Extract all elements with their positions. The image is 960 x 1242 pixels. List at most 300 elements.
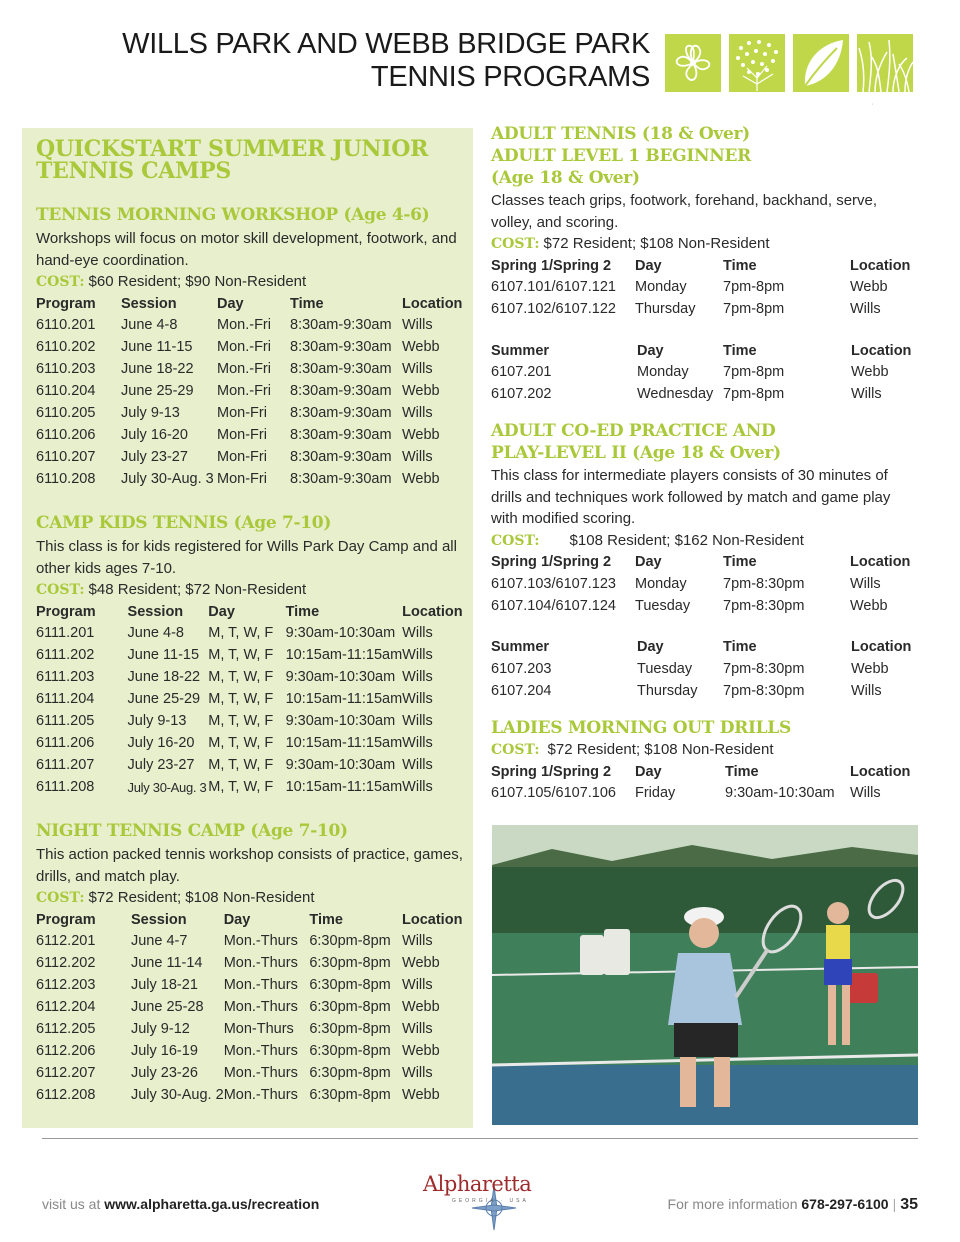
table-cell: 6107.201 bbox=[491, 364, 552, 380]
table-cell: July 9-13 bbox=[127, 713, 187, 729]
table-header-row bbox=[36, 293, 464, 314]
table-cell: July 18-21 bbox=[130, 977, 198, 993]
table-cell: Webb bbox=[850, 597, 888, 614]
table-cell: July 16-19 bbox=[130, 1043, 198, 1059]
table-cell: Webb bbox=[402, 427, 440, 443]
column-header: Spring 1/Spring 2 bbox=[491, 763, 612, 780]
table-cell: July 16-20 bbox=[121, 427, 188, 443]
column-header: Session bbox=[127, 603, 184, 620]
morning-workshop-cost bbox=[36, 271, 464, 293]
column-header: Day bbox=[637, 342, 664, 359]
table-cell: M, T, W, F bbox=[208, 779, 274, 795]
table-cell: Wills bbox=[402, 933, 433, 949]
table-row bbox=[491, 782, 912, 804]
table-cell: 7pm-8:30pm bbox=[723, 682, 805, 699]
table-header-row bbox=[36, 909, 464, 930]
column-header: Day bbox=[635, 257, 662, 274]
visit-prefix: visit us at bbox=[42, 1196, 105, 1212]
night-camp-cost bbox=[36, 887, 464, 909]
table-cell: Wills bbox=[402, 779, 433, 795]
night-camp-title: NIGHT TENNIS CAMP (Age 7-10) bbox=[36, 821, 348, 841]
table-row bbox=[36, 402, 464, 424]
table-cell: 6:30pm-8pm bbox=[309, 1065, 391, 1081]
table-cell: Wills bbox=[402, 625, 433, 641]
table-cell: 6111.202 bbox=[36, 647, 95, 663]
table-header-row bbox=[491, 552, 912, 573]
quickstart-title-line-2: TENNIS CAMPS bbox=[36, 158, 231, 184]
table-cell: Wills bbox=[402, 757, 433, 773]
table-cell: Wills bbox=[402, 405, 433, 421]
header-icon-strip bbox=[665, 34, 917, 92]
cost-text: $60 Resident; $90 Non-Resident bbox=[88, 273, 307, 290]
table-cell: Mon.-Thurs bbox=[223, 999, 298, 1015]
column-header: Day bbox=[637, 639, 664, 655]
table-row bbox=[491, 680, 913, 702]
table-cell: July 30-Aug. 3 bbox=[127, 779, 207, 795]
table-row bbox=[36, 952, 464, 974]
camp-kids-section bbox=[36, 512, 464, 798]
adult-beginner-cost bbox=[491, 233, 919, 255]
table-cell: Wills bbox=[402, 691, 433, 707]
table-row bbox=[36, 314, 464, 336]
table-cell: 6112.204 bbox=[36, 999, 96, 1015]
column-header: Day bbox=[217, 295, 244, 312]
table-cell: 6110.204 bbox=[36, 383, 96, 399]
table-cell: 6111.208 bbox=[36, 779, 95, 795]
adult-coed-section bbox=[491, 420, 919, 702]
table-row bbox=[36, 468, 464, 490]
cost-text: $72 Resident; $108 Non-Resident bbox=[543, 235, 770, 252]
footer-divider bbox=[42, 1138, 918, 1139]
table-cell: Webb bbox=[402, 471, 440, 487]
table-cell: Wills bbox=[402, 713, 433, 729]
table-cell: Webb bbox=[850, 279, 888, 295]
table-cell: Mon.-Thurs bbox=[223, 955, 298, 971]
hibiscus-flower-icon bbox=[665, 34, 721, 92]
column-header: Day bbox=[223, 911, 251, 928]
column-header: Time bbox=[723, 554, 757, 570]
table-row bbox=[491, 298, 912, 320]
table-row bbox=[36, 666, 464, 688]
table-row bbox=[36, 996, 464, 1018]
table-row bbox=[36, 688, 464, 710]
table-cell: 6111.207 bbox=[36, 757, 95, 773]
table-cell: 6110.206 bbox=[36, 427, 96, 443]
table-cell: Webb bbox=[402, 1043, 440, 1059]
table-row bbox=[491, 276, 912, 298]
column-header: Day bbox=[635, 554, 662, 570]
table-cell: 7pm-8pm bbox=[723, 386, 785, 402]
table-cell: 7pm-8pm bbox=[723, 279, 785, 295]
table-cell: Mon.-Fri bbox=[217, 361, 271, 377]
table-row bbox=[36, 424, 464, 446]
table-cell: 8:30am-9:30am bbox=[290, 339, 392, 355]
logo-wordmark: Alpharetta bbox=[423, 1172, 532, 1196]
table-row bbox=[36, 754, 464, 776]
table-cell: Wills bbox=[402, 669, 433, 685]
table-cell: 6107.203 bbox=[491, 660, 552, 677]
table-header-row bbox=[491, 637, 913, 658]
column-header: Location bbox=[851, 639, 912, 655]
cost-text: $72 Resident; $108 Non-Resident bbox=[88, 889, 315, 906]
table-cell: Monday bbox=[637, 364, 689, 380]
phone-number: 678-297-6100 bbox=[801, 1196, 889, 1212]
morning-workshop-section bbox=[36, 204, 464, 490]
column-header: Spring 1/Spring 2 bbox=[491, 257, 612, 274]
morning-workshop-description: Workshops will focus on motor skill development, footwork, and hand-eye coordination. bbox=[36, 230, 457, 269]
column-header: Location bbox=[402, 295, 463, 312]
table-cell: Mon-Thurs bbox=[223, 1021, 294, 1037]
table-cell: Wills bbox=[402, 361, 433, 377]
table-cell: 6112.206 bbox=[36, 1043, 96, 1059]
table-cell: June 11-15 bbox=[127, 647, 200, 663]
table-cell: June 11-15 bbox=[121, 339, 193, 355]
cost-label: COST: bbox=[36, 582, 85, 598]
table-cell: 6110.208 bbox=[36, 471, 96, 487]
table-cell: June 25-29 bbox=[121, 383, 194, 399]
table-cell: Wednesday bbox=[637, 386, 714, 402]
table-cell: M, T, W, F bbox=[208, 691, 274, 707]
table-cell: M, T, W, F bbox=[208, 669, 274, 685]
table-cell: Mon.-Thurs bbox=[223, 1043, 298, 1059]
table-cell: 6:30pm-8pm bbox=[309, 933, 391, 949]
leaf-icon bbox=[793, 34, 849, 92]
table-cell: 6107.103/6107.123 bbox=[491, 575, 616, 592]
adult-beginner-spring-table bbox=[491, 255, 912, 320]
table-cell: 6107.105/6107.106 bbox=[491, 785, 616, 801]
table-cell: Wills bbox=[402, 977, 433, 993]
table-cell: 10:15am-11:15am bbox=[285, 691, 403, 707]
adult-beginner-title-line-1: ADULT TENNIS (18 & Over) bbox=[491, 124, 750, 144]
table-cell: M, T, W, F bbox=[208, 757, 274, 773]
junior-camps-panel bbox=[22, 128, 473, 1128]
adult-coed-title-line-1: ADULT CO-ED PRACTICE AND bbox=[491, 421, 776, 441]
table-cell: 6110.202 bbox=[36, 339, 96, 355]
table-row bbox=[36, 974, 464, 996]
cost-label: COST: bbox=[491, 236, 540, 252]
table-cell: 8:30am-9:30am bbox=[290, 427, 392, 443]
column-header: Time bbox=[723, 257, 757, 274]
table-row bbox=[36, 1084, 464, 1106]
table-cell: 7pm-8:30pm bbox=[723, 597, 805, 614]
quickstart-heading bbox=[36, 138, 456, 182]
table-cell: 6112.202 bbox=[36, 955, 96, 971]
table-cell: 6110.205 bbox=[36, 405, 96, 421]
page-number: 35 bbox=[900, 1196, 918, 1213]
adult-coed-cost bbox=[491, 530, 919, 552]
logo-subtext: GEORGIA · USA bbox=[452, 1198, 529, 1204]
table-header-row bbox=[491, 761, 912, 782]
table-cell: 8:30am-9:30am bbox=[290, 383, 392, 399]
column-header: Day bbox=[208, 603, 235, 620]
table-row bbox=[491, 573, 912, 595]
table-cell: 6:30pm-8pm bbox=[309, 1043, 391, 1059]
table-cell: 6:30pm-8pm bbox=[309, 1021, 391, 1037]
column-header: Time bbox=[285, 603, 320, 620]
page-title bbox=[122, 28, 650, 94]
night-camp-section bbox=[36, 820, 464, 1106]
table-cell: 6111.201 bbox=[36, 625, 95, 641]
column-header: Time bbox=[290, 295, 324, 312]
table-row bbox=[36, 622, 464, 644]
table-cell: Webb bbox=[851, 364, 889, 380]
table-cell: Mon.-Fri bbox=[217, 383, 271, 399]
table-cell: June 25-29 bbox=[127, 691, 201, 707]
table-cell: 6107.101/6107.121 bbox=[491, 279, 616, 295]
table-cell: 9:30am-10:30am bbox=[285, 669, 396, 685]
table-cell: Wills bbox=[402, 1021, 433, 1037]
table-cell: M, T, W, F bbox=[208, 625, 274, 641]
table-cell: Mon.-Thurs bbox=[223, 933, 298, 949]
cost-text: $48 Resident; $72 Non-Resident bbox=[88, 581, 307, 598]
camp-kids-title: CAMP KIDS TENNIS (Age 7-10) bbox=[36, 513, 332, 533]
table-cell: 6112.207 bbox=[36, 1065, 96, 1081]
table-cell: 6:30pm-8pm bbox=[309, 999, 391, 1015]
adult-beginner-title-line-3: (Age 18 & Over) bbox=[491, 168, 640, 188]
table-cell: Wills bbox=[850, 301, 881, 317]
alpharetta-logo bbox=[410, 1168, 540, 1238]
table-cell: Webb bbox=[402, 339, 440, 355]
cost-label: COST: bbox=[36, 890, 85, 906]
corner-tick-mark: ' bbox=[872, 104, 874, 110]
table-cell: 8:30am-9:30am bbox=[290, 361, 392, 377]
table-cell: July 23-27 bbox=[127, 757, 195, 773]
table-header-row bbox=[491, 255, 912, 276]
column-header: Time bbox=[725, 763, 759, 780]
tennis-players-photo bbox=[492, 825, 918, 1125]
column-header: Day bbox=[635, 763, 662, 780]
column-header: Location bbox=[850, 554, 911, 570]
table-cell: Thursday bbox=[635, 301, 696, 317]
adult-coed-description: This class for intermediate players consists of 30 minutes of drills and techniques work followed by match and game play with modified scoring. bbox=[491, 467, 891, 527]
column-header: Session bbox=[121, 295, 177, 312]
table-cell: Monday bbox=[635, 279, 687, 295]
table-cell: 6107.202 bbox=[491, 386, 552, 402]
night-camp-description: This action packed tennis workshop consists of practice, games, drills, and match play. bbox=[36, 846, 463, 885]
adult-beginner-description: Classes teach grips, footwork, forehand, backhand, serve, volley, and scoring. bbox=[491, 192, 878, 231]
table-cell: Webb bbox=[402, 955, 440, 971]
table-cell: June 4-8 bbox=[127, 625, 184, 641]
table-cell: July 9-12 bbox=[130, 1021, 190, 1037]
table-row bbox=[36, 1062, 464, 1084]
night-camp-table bbox=[36, 909, 464, 1106]
table-cell: 6111.203 bbox=[36, 669, 95, 685]
table-cell: Webb bbox=[402, 1087, 440, 1103]
ladies-title: LADIES MORNING OUT DRILLS bbox=[491, 718, 791, 738]
table-cell: M, T, W, F bbox=[208, 647, 274, 663]
table-cell: Wills bbox=[851, 682, 882, 699]
table-cell: Mon.-Thurs bbox=[223, 977, 298, 993]
table-cell: Wills bbox=[402, 735, 433, 751]
table-row bbox=[36, 1018, 464, 1040]
table-cell: June 25-28 bbox=[130, 999, 204, 1015]
table-cell: 6107.102/6107.122 bbox=[491, 301, 616, 317]
table-row bbox=[491, 383, 913, 405]
table-cell: Webb bbox=[402, 383, 440, 399]
table-cell: Mon.-Thurs bbox=[223, 1087, 298, 1103]
table-cell: M, T, W, F bbox=[208, 713, 274, 729]
table-cell: 10:15am-11:15am bbox=[285, 735, 403, 751]
table-row bbox=[36, 930, 464, 952]
column-header: Summer bbox=[491, 639, 550, 655]
cost-label: COST: bbox=[491, 742, 540, 758]
table-cell: 7pm-8:30pm bbox=[723, 660, 805, 677]
table-cell: July 30-Aug. 2 bbox=[130, 1087, 224, 1103]
footer-visit bbox=[42, 1196, 319, 1212]
table-cell: 6:30pm-8pm bbox=[309, 955, 391, 971]
column-header: Spring 1/Spring 2 bbox=[491, 554, 612, 570]
table-header-row bbox=[36, 601, 464, 622]
table-cell: Wills bbox=[402, 317, 433, 333]
table-cell: 9:30am-10:30am bbox=[285, 713, 396, 729]
table-cell: 10:15am-11:15am bbox=[285, 779, 403, 795]
flowering-shrub-icon bbox=[729, 34, 785, 92]
table-cell: 6:30pm-8pm bbox=[309, 1087, 391, 1103]
table-cell: M, T, W, F bbox=[208, 735, 274, 751]
table-cell: 9:30am-10:30am bbox=[725, 785, 835, 801]
table-cell: 6110.207 bbox=[36, 449, 96, 465]
column-header: Program bbox=[36, 295, 96, 312]
table-row bbox=[36, 710, 464, 732]
table-cell: Wills bbox=[850, 785, 881, 801]
table-cell: 9:30am-10:30am bbox=[285, 625, 396, 641]
column-header: Time bbox=[309, 911, 343, 928]
cost-text: $108 Resident; $162 Non-Resident bbox=[569, 531, 804, 549]
recreation-url-link[interactable]: www.alpharetta.ga.us/recreation bbox=[104, 1196, 320, 1212]
morning-workshop-title: TENNIS MORNING WORKSHOP (Age 4-6) bbox=[36, 205, 430, 225]
table-cell: 8:30am-9:30am bbox=[290, 471, 392, 487]
table-cell: June 4-7 bbox=[130, 933, 188, 949]
table-cell: 7pm-8pm bbox=[723, 364, 785, 380]
table-cell: Thursday bbox=[637, 682, 698, 699]
table-row bbox=[36, 644, 464, 666]
table-cell: 6110.201 bbox=[36, 317, 96, 333]
table-row bbox=[36, 1040, 464, 1062]
cost-text: $72 Resident; $108 Non-Resident bbox=[547, 741, 774, 758]
table-cell: July 16-20 bbox=[127, 735, 195, 751]
table-cell: 8:30am-9:30am bbox=[290, 317, 392, 333]
table-cell: June 18-22 bbox=[127, 669, 201, 685]
table-cell: Webb bbox=[851, 660, 889, 677]
ladies-spring-table bbox=[491, 761, 912, 804]
table-cell: June 18-22 bbox=[121, 361, 194, 377]
table-cell: June 4-8 bbox=[121, 317, 178, 333]
table-cell: 6111.206 bbox=[36, 735, 95, 751]
table-cell: Wills bbox=[851, 386, 882, 402]
table-cell: Wills bbox=[402, 449, 433, 465]
table-row bbox=[491, 658, 913, 680]
table-cell: 8:30am-9:30am bbox=[290, 405, 392, 421]
table-cell: 6112.203 bbox=[36, 977, 96, 993]
table-cell: 6112.208 bbox=[36, 1087, 96, 1103]
column-header: Program bbox=[36, 911, 96, 928]
camp-kids-table bbox=[36, 601, 464, 798]
quickstart-title-line-1: QUICKSTART SUMMER JUNIOR bbox=[36, 136, 429, 162]
table-cell: 6112.201 bbox=[36, 933, 96, 949]
column-header: Location bbox=[402, 603, 463, 620]
column-header: Location bbox=[850, 763, 911, 780]
table-cell: Wills bbox=[850, 575, 881, 592]
table-row bbox=[36, 732, 464, 754]
grass-icon bbox=[857, 34, 913, 92]
table-cell: 6:30pm-8pm bbox=[309, 977, 391, 993]
table-cell: Mon.-Fri bbox=[217, 339, 271, 355]
table-cell: 6111.205 bbox=[36, 713, 95, 729]
page-title-line-1: WILLS PARK AND WEBB BRIDGE PARK bbox=[122, 28, 650, 60]
adult-coed-spring-table bbox=[491, 552, 912, 617]
column-header: Location bbox=[402, 911, 463, 928]
table-row bbox=[36, 336, 464, 358]
table-cell: July 30-Aug. 3 bbox=[121, 471, 214, 487]
cost-label: COST: bbox=[36, 274, 85, 290]
table-row bbox=[491, 595, 912, 617]
table-cell: Tuesday bbox=[635, 597, 691, 614]
morning-workshop-table bbox=[36, 293, 464, 490]
camp-kids-description: This class is for kids registered for Wills Park Day Camp and all other kids ages 7-10. bbox=[36, 538, 457, 577]
table-cell: July 23-26 bbox=[130, 1065, 198, 1081]
table-cell: Mon-Fri bbox=[217, 405, 267, 421]
table-cell: Wills bbox=[402, 647, 433, 663]
table-row bbox=[36, 446, 464, 468]
table-cell: 6107.204 bbox=[491, 682, 552, 699]
table-cell: 7pm-8pm bbox=[723, 301, 785, 317]
footer-separator: | bbox=[892, 1196, 897, 1212]
table-cell: Mon-Fri bbox=[217, 427, 267, 443]
column-header: Session bbox=[130, 911, 187, 928]
page-title-line-2: TENNIS PROGRAMS bbox=[370, 61, 650, 93]
table-cell: 8:30am-9:30am bbox=[290, 449, 392, 465]
adult-beginner-title-line-2: ADULT LEVEL 1 BEGINNER bbox=[491, 146, 751, 166]
table-cell: Webb bbox=[402, 999, 440, 1015]
table-row bbox=[36, 358, 464, 380]
adult-coed-summer-table bbox=[491, 637, 913, 702]
table-cell: 6110.203 bbox=[36, 361, 96, 377]
footer-info bbox=[668, 1196, 918, 1214]
column-header: Summer bbox=[491, 342, 550, 359]
table-cell: Friday bbox=[635, 785, 676, 801]
adult-coed-title-line-2: PLAY-LEVEL II (Age 18 & Over) bbox=[491, 443, 781, 463]
cost-label: COST: bbox=[491, 532, 540, 549]
table-row bbox=[36, 776, 464, 798]
table-cell: 6111.204 bbox=[36, 691, 95, 707]
column-header: Location bbox=[851, 342, 912, 359]
table-cell: 7pm-8:30pm bbox=[723, 575, 805, 592]
column-header: Program bbox=[36, 603, 96, 620]
table-cell: 6107.104/6107.124 bbox=[491, 597, 616, 614]
table-cell: Mon-Fri bbox=[217, 449, 267, 465]
table-cell: Mon.-Fri bbox=[217, 317, 271, 333]
table-cell: Monday bbox=[635, 575, 687, 592]
table-row bbox=[36, 380, 464, 402]
adult-beginner-summer-table bbox=[491, 340, 913, 405]
ladies-section bbox=[491, 717, 919, 804]
column-header: Time bbox=[723, 342, 757, 359]
table-cell: Mon-Fri bbox=[217, 471, 267, 487]
table-cell: Wills bbox=[402, 1065, 433, 1081]
table-cell: June 11-14 bbox=[130, 955, 203, 971]
adult-beginner-section bbox=[491, 123, 919, 405]
column-header: Time bbox=[723, 639, 757, 655]
table-cell: 9:30am-10:30am bbox=[285, 757, 396, 773]
camp-kids-cost bbox=[36, 579, 464, 601]
ladies-cost bbox=[491, 739, 919, 761]
table-row bbox=[491, 361, 913, 383]
table-cell: Mon.-Thurs bbox=[223, 1065, 298, 1081]
table-cell: Tuesday bbox=[637, 660, 693, 677]
table-cell: July 23-27 bbox=[121, 449, 188, 465]
table-cell: July 9-13 bbox=[121, 405, 180, 421]
table-header-row bbox=[491, 340, 913, 361]
